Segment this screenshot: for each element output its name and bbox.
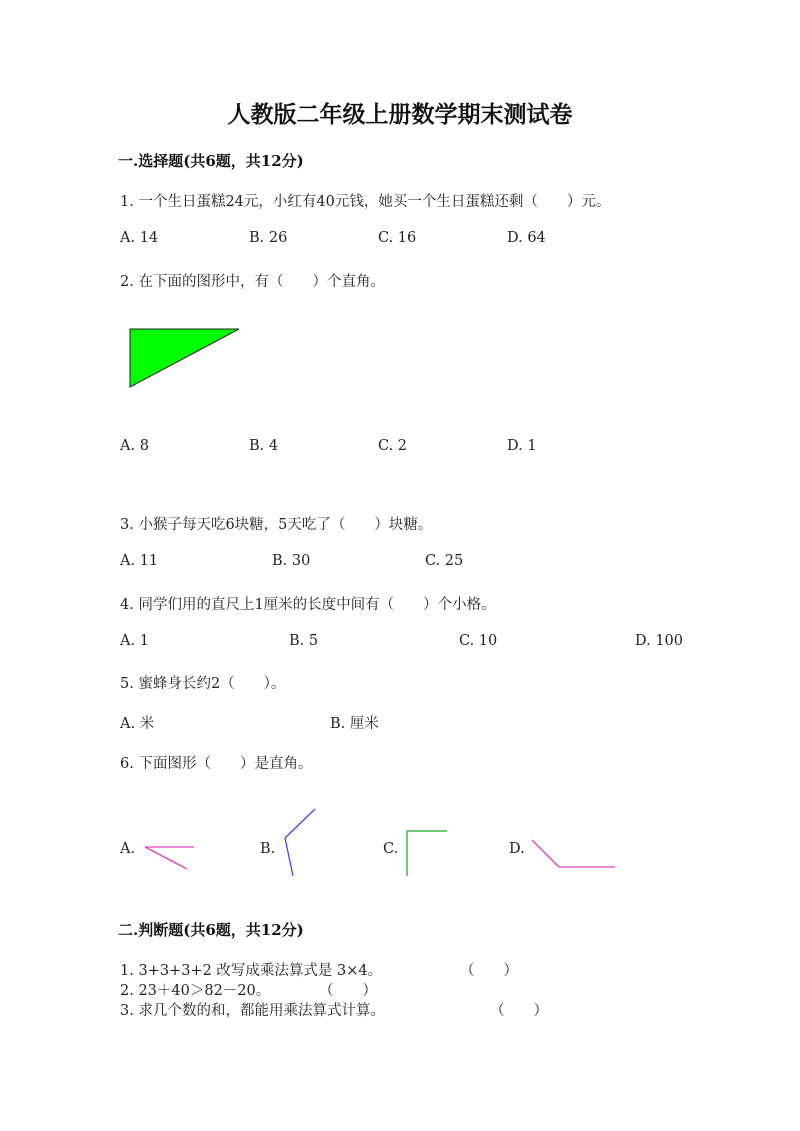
q1-option-d: D. 64: [507, 230, 546, 246]
q2-option-b: B. 4: [249, 438, 279, 454]
question-2: 2. 在下面的图形中，有（ ）个直角。: [120, 274, 385, 290]
angle-figure-d: [532, 840, 615, 867]
q1-option-b: B. 26: [249, 230, 288, 246]
q2-option-c: C. 2: [378, 438, 408, 454]
q2-option-a: A. 8: [120, 438, 149, 454]
judge-item-1: 1. 3+3+3+2 改写成乘法算式是 3×4。: [120, 963, 383, 979]
question-4: 4. 同学们用的直尺上1厘米的长度中间有（ ）个小格。: [120, 597, 496, 613]
section-heading-judge: 二.判断题(共6题，共12分): [118, 921, 304, 939]
judge-item-2-blank: （ ）: [319, 983, 377, 999]
question-1: 1. 一个生日蛋糕24元，小红有40元钱，她买一个生日蛋糕还剩（ ）元。: [120, 194, 611, 210]
page-title: 人教版二年级上册数学期末测试卷: [227, 101, 573, 128]
q6-option-a: A.: [120, 841, 136, 857]
judge-item-3-blank: （ ）: [490, 1003, 548, 1019]
judge-item-1-blank: （ ）: [460, 963, 518, 979]
q3-option-a: A. 11: [120, 553, 159, 569]
question-6: 6. 下面图形（ ）是直角。: [120, 756, 313, 772]
angle-figure-c: [407, 831, 447, 876]
q4-option-b: B. 5: [289, 633, 319, 649]
section-heading-choice: 一.选择题(共6题，共12分): [118, 152, 304, 170]
judge-item-2: 2. 23＋40＞82－20。: [120, 983, 271, 999]
q1-option-c: C. 16: [378, 230, 417, 246]
angle-figure-a: [145, 847, 194, 869]
q5-option-a: A. 米: [120, 716, 155, 732]
angle-figure-b: [285, 809, 315, 876]
q1-option-a: A. 14: [120, 230, 159, 246]
question-5: 5. 蜜蜂身长约2（ ）。: [120, 676, 286, 692]
q4-option-c: C. 10: [459, 633, 498, 649]
q6-option-b: B.: [260, 841, 276, 857]
q4-option-a: A. 1: [120, 633, 149, 649]
q2-option-d: D. 1: [507, 438, 537, 454]
q3-option-b: B. 30: [272, 553, 311, 569]
q6-option-c: C.: [383, 841, 399, 857]
q3-option-c: C. 25: [425, 553, 464, 569]
right-triangle-figure: [130, 329, 239, 387]
question-3: 3. 小猴子每天吃6块糖，5天吃了（ ）块糖。: [120, 517, 433, 533]
q4-option-d: D. 100: [635, 633, 684, 649]
q6-option-d: D.: [509, 841, 525, 857]
judge-item-3: 3. 求几个数的和，都能用乘法算式计算。: [120, 1003, 385, 1019]
q5-option-b: B. 厘米: [330, 716, 379, 732]
